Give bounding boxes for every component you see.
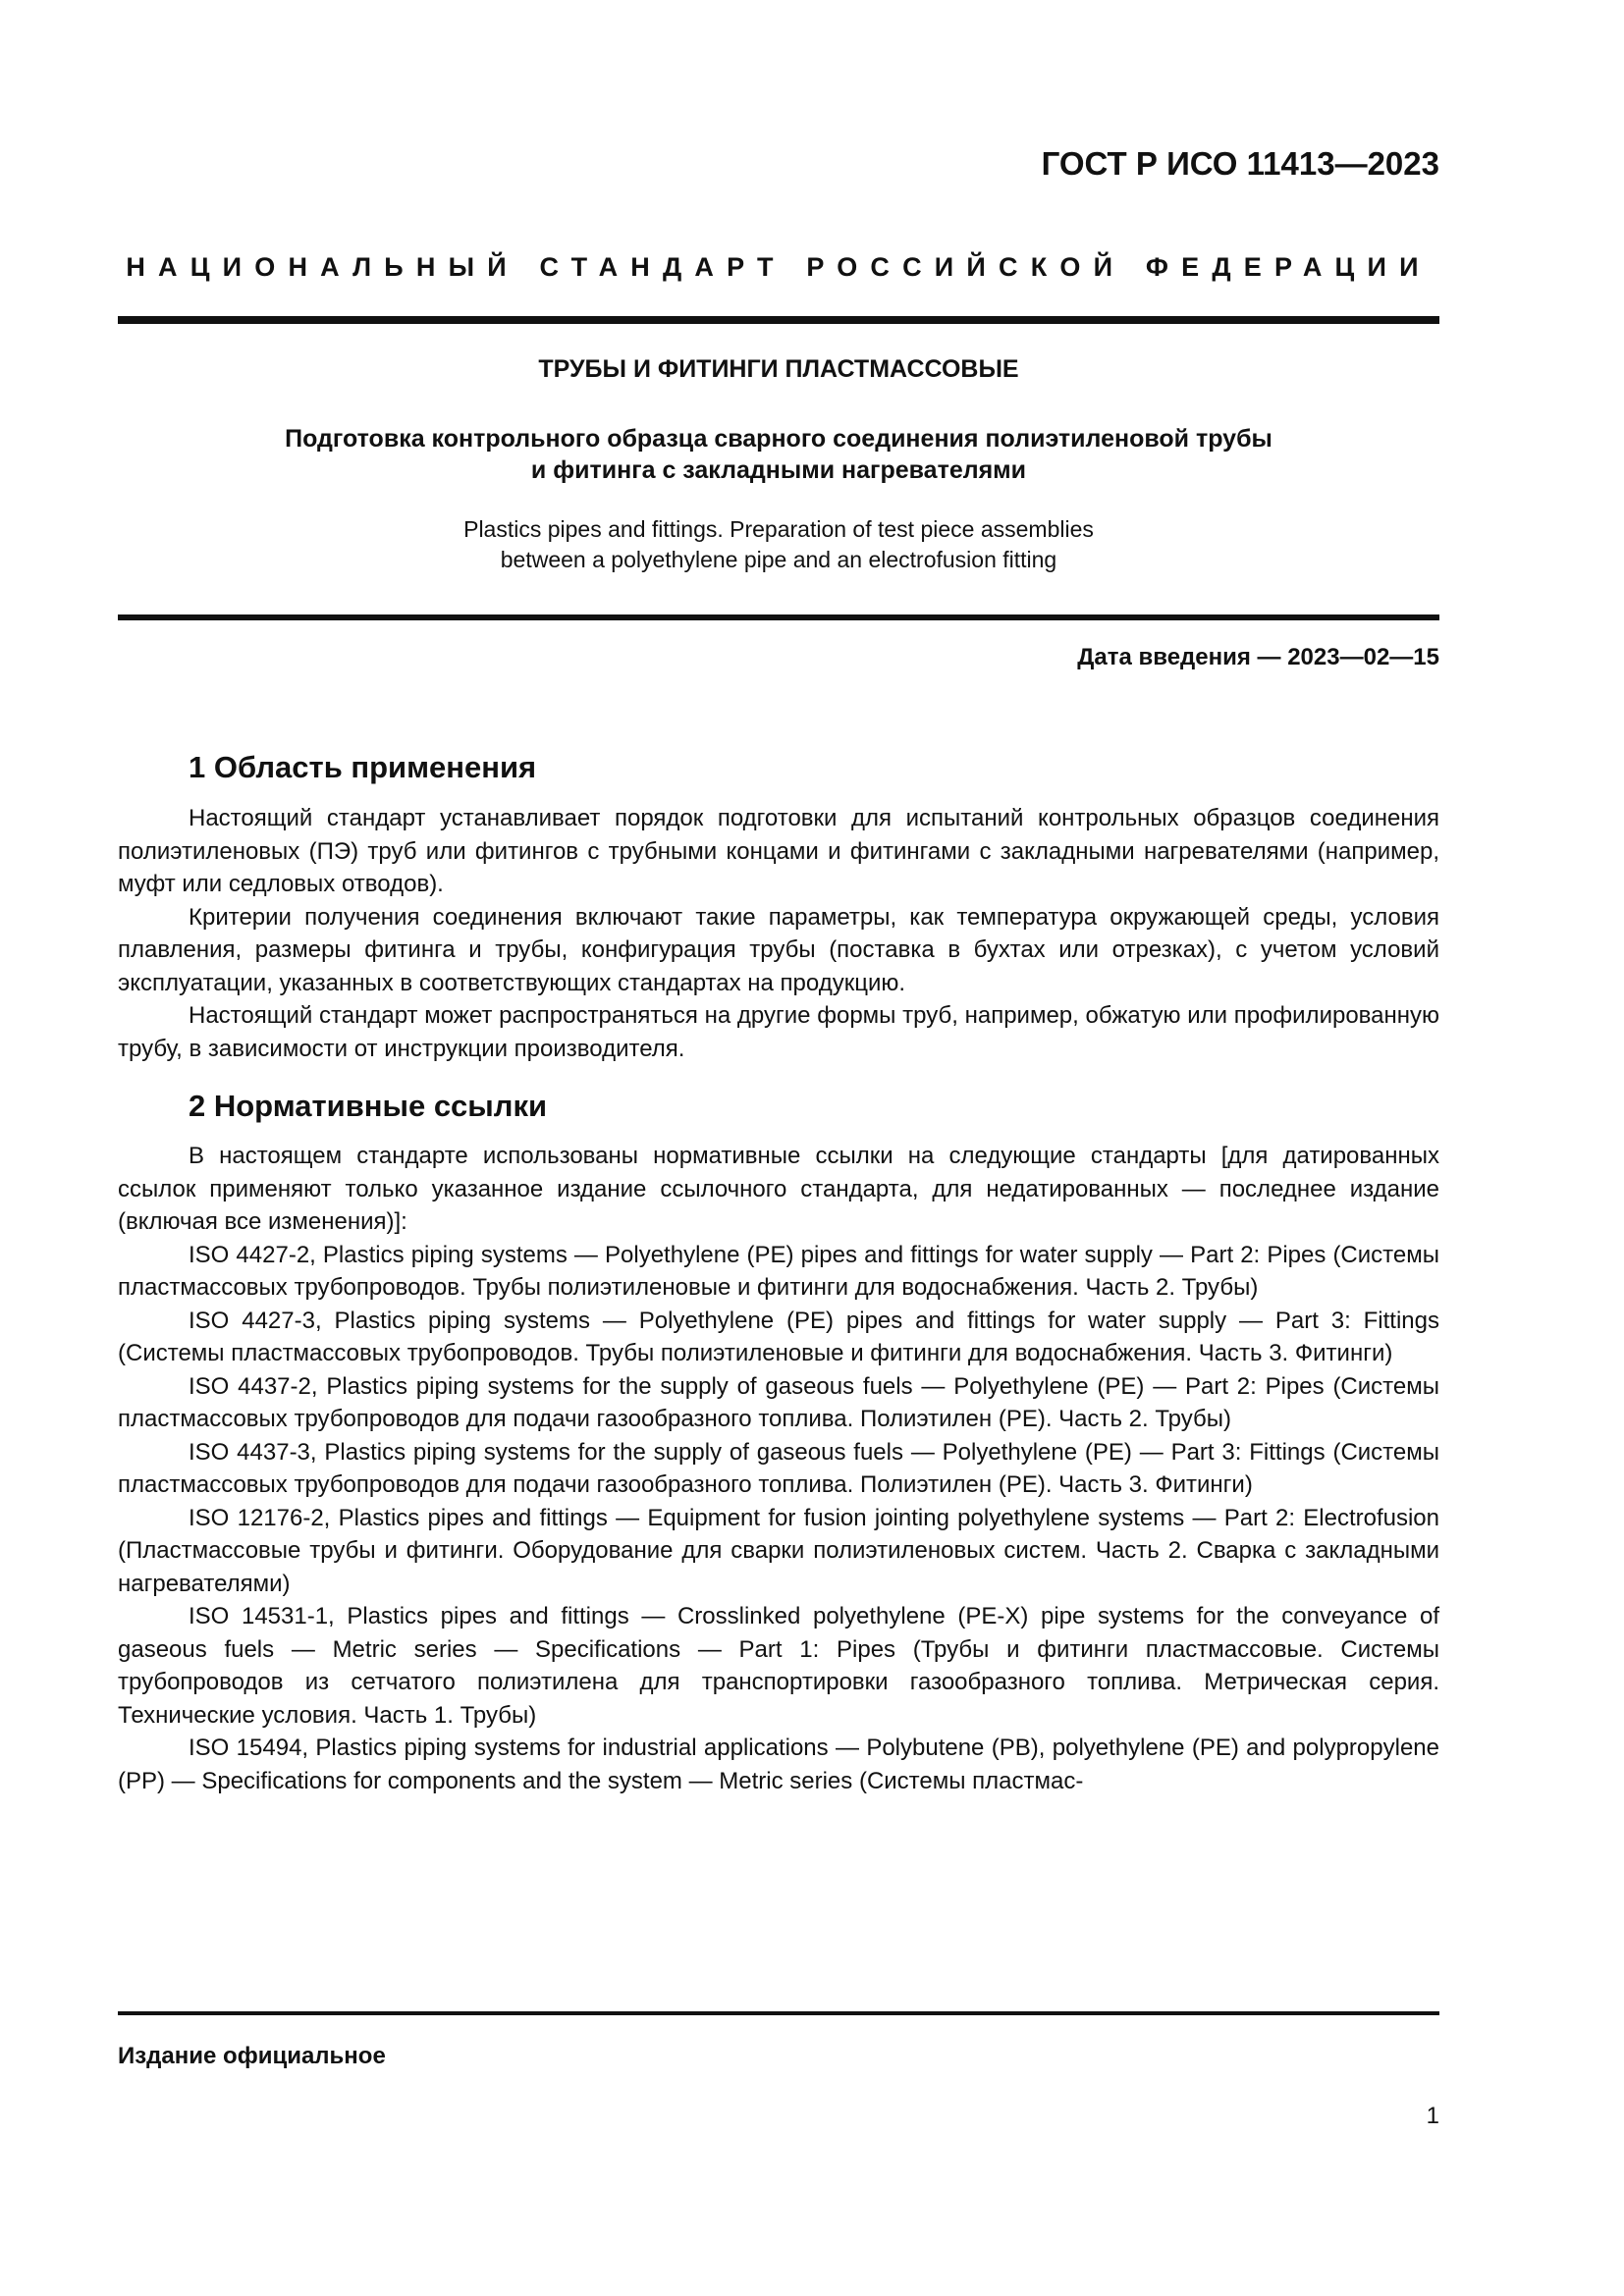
- national-standard-banner: НАЦИОНАЛЬНЫЙ СТАНДАРТ РОССИЙСКОЙ ФЕДЕРАЦИИ: [126, 252, 1432, 282]
- document-code: ГОСТ Р ИСО 11413—2023: [1041, 145, 1439, 182]
- english-title: [118, 514, 1439, 575]
- footer-rule: [118, 2011, 1439, 2015]
- reference-item: ISO 12176-2, Plastics pipes and fittings — Equipment for fusion jointing polyethylene systems — Part 2: Electrofusion (Пластмассовые трубы и фитинги. Оборудование для сварки полиэтиленовых систем. Часть 2. Сварка с закладными нагревателями): [118, 1504, 1439, 1597]
- document-body: [118, 748, 1439, 1797]
- paragraph: Настоящий стандарт может распространяться на другие формы труб, например, обжатую или профилированную трубу, в зависимости от инструкции производителя.: [118, 1002, 1439, 1062]
- paragraph: В настоящем стандарте использованы нормативные ссылки на следующие стандарты [для датированных ссылок применяют только указанное издание ссылочного стандарта, для недатированных — последнее издание (включая все изменения)]:: [118, 1143, 1439, 1235]
- reference-item: ISO 4427-3, Plastics piping systems — Polyethylene (PE) pipes and fittings for water supply — Part 3: Fittings (Системы пластмассовых трубопроводов. Трубы полиэтиленовые и фитинги для водоснабжения. Часть 3. Фитинги): [118, 1307, 1439, 1366]
- reference-item: ISO 4437-3, Plastics piping systems for the supply of gaseous fuels — Polyethylene (PE) — Part 3: Fittings (Системы пластмассовых трубопроводов для подачи газообразного топлива. Полиэтилен (PE). Часть 3. Фитинги): [118, 1438, 1439, 1498]
- english-title-line: Plastics pipes and fittings. Preparation of test piece assemblies: [463, 516, 1094, 542]
- page-number: 1: [1426, 2103, 1439, 2129]
- standard-subtitle: [118, 423, 1439, 486]
- top-rule: [118, 316, 1439, 324]
- paragraph: Критерии получения соединения включают такие параметры, как температура окружающей среды, условия плавления, размеры фитинга и трубы, конфигурация трубы (поставка в бухтах или отрезках), с учетом условий эксплуатации, указанных в соответствующих стандартах на продукцию.: [118, 903, 1439, 996]
- section-heading-scope: 1 Область применения: [189, 750, 537, 784]
- reference-item: ISO 14531-1, Plastics pipes and fittings — Crosslinked polyethylene (PE-X) pipe systems for the conveyance of gaseous fuels — Metric series — Specifications — Part 1: Pipes (Трубы и фитинги пластмассовые. Системы трубопроводов из сетчатого полиэтилена для транспортировки газообразного топлива. Метрическая серия. Технические условия. Часть 1. Трубы): [118, 1603, 1439, 1729]
- english-title-line: between a polyethylene pipe and an electrofusion fitting: [500, 547, 1057, 572]
- title-bottom-rule: [118, 614, 1439, 620]
- subtitle-line: Подготовка контрольного образца сварного соединения полиэтиленовой трубы: [285, 425, 1272, 453]
- standard-title: ТРУБЫ И ФИТИНГИ ПЛАСТМАССОВЫЕ: [538, 355, 1019, 383]
- paragraph: Настоящий стандарт устанавливает порядок подготовки для испытаний контрольных образцов соединения полиэтиленовых (ПЭ) труб или фитингов с трубными концами и фитингами с закладными нагревателями (например, муфт или седловых отводов).: [118, 805, 1439, 897]
- section-heading-normative-references: 2 Нормативные ссылки: [189, 1089, 548, 1123]
- official-edition-label: Издание официальное: [118, 2043, 386, 2069]
- reference-item: ISO 4437-2, Plastics piping systems for the supply of gaseous fuels — Polyethylene (PE) — Part 2: Pipes (Системы пластмассовых трубопроводов для подачи газообразного топлива. Полиэтилен (PE). Часть 2. Трубы): [118, 1372, 1439, 1432]
- subtitle-line: и фитинга с закладными нагревателями: [530, 456, 1027, 484]
- reference-item: ISO 15494, Plastics piping systems for industrial applications — Polybutene (PB), polyethylene (PE) and polypropylene (PP) — Specifications for components and the system — Metric series (Системы пластмас-: [118, 1735, 1439, 1794]
- introduction-date: Дата введения — 2023—02—15: [1077, 644, 1439, 670]
- reference-item: ISO 4427-2, Plastics piping systems — Polyethylene (PE) pipes and fittings for water supply — Part 2: Pipes (Системы пластмассовых трубопроводов. Трубы полиэтиленовые и фитинги для водоснабжения. Часть 2. Трубы): [118, 1241, 1439, 1301]
